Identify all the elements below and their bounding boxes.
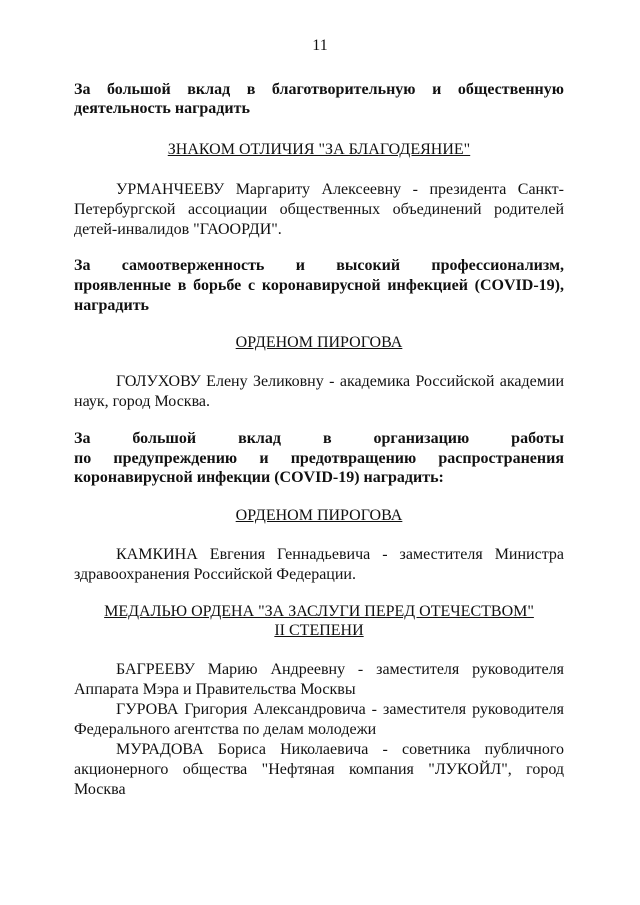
award-intro-2-line-2: проявленные в борьбе с коронавирусной инфекцией (COVID-19),	[74, 277, 564, 294]
award-intro-3-line-1: За большой вклад в организацию работы	[74, 430, 564, 447]
award-intro-1-line-1: За большой вклад в благотворительную и общественную	[74, 81, 564, 98]
recipient-1: УРМАНЧЕЕВУ Маргариту Алексеевну - президента Санкт-Петербургской ассоциации общественных объединений родителей детей-инвалидов "ГАООРДИ".	[74, 181, 564, 238]
award-title-2: ОРДЕНОМ ПИРОГОВА	[235, 334, 403, 351]
recipient-4: БАГРЕЕВУ Марию Андреевну - заместителя руководителя Аппарата Мэра и Правительства Москвы	[74, 661, 564, 698]
recipient-6: МУРАДОВА Бориса Николаевича - советника публичного акционерного общества "Нефтяная компания "ЛУКОЙЛ", город Москва	[74, 741, 564, 798]
award-title-4-line-1: МЕДАЛЬЮ ОРДЕНА "ЗА ЗАСЛУГИ ПЕРЕД ОТЕЧЕСТВОМ"	[104, 603, 534, 620]
award-intro-2-line-3: наградить	[74, 297, 150, 314]
award-title-4-line-2: II СТЕПЕНИ	[274, 622, 364, 639]
recipient-5: ГУРОВА Григория Александровича - заместителя руководителя Федерального агентства по делам молодежи	[74, 701, 564, 738]
page-number: 11	[312, 37, 328, 54]
award-intro-3-line-3: коронавирусной инфекции (COVID-19) наградить:	[74, 469, 444, 486]
award-title-3: ОРДЕНОМ ПИРОГОВА	[235, 507, 403, 524]
award-intro-1-line-2: деятельность наградить	[74, 100, 250, 117]
award-title-1: ЗНАКОМ ОТЛИЧИЯ "ЗА БЛАГОДЕЯНИЕ"	[167, 141, 471, 158]
recipient-2: ГОЛУХОВУ Елену Зеликовну - академика Российской академии наук, город Москва.	[74, 373, 564, 410]
award-intro-3-line-2: по предупреждению и предотвращению распространения	[74, 450, 564, 467]
award-intro-2-line-1: За самоотверженность и высокий профессионализм,	[74, 257, 564, 274]
recipient-3: КАМКИНА Евгения Геннадьевича - заместителя Министра здравоохранения Российской Федерации.	[74, 546, 564, 583]
